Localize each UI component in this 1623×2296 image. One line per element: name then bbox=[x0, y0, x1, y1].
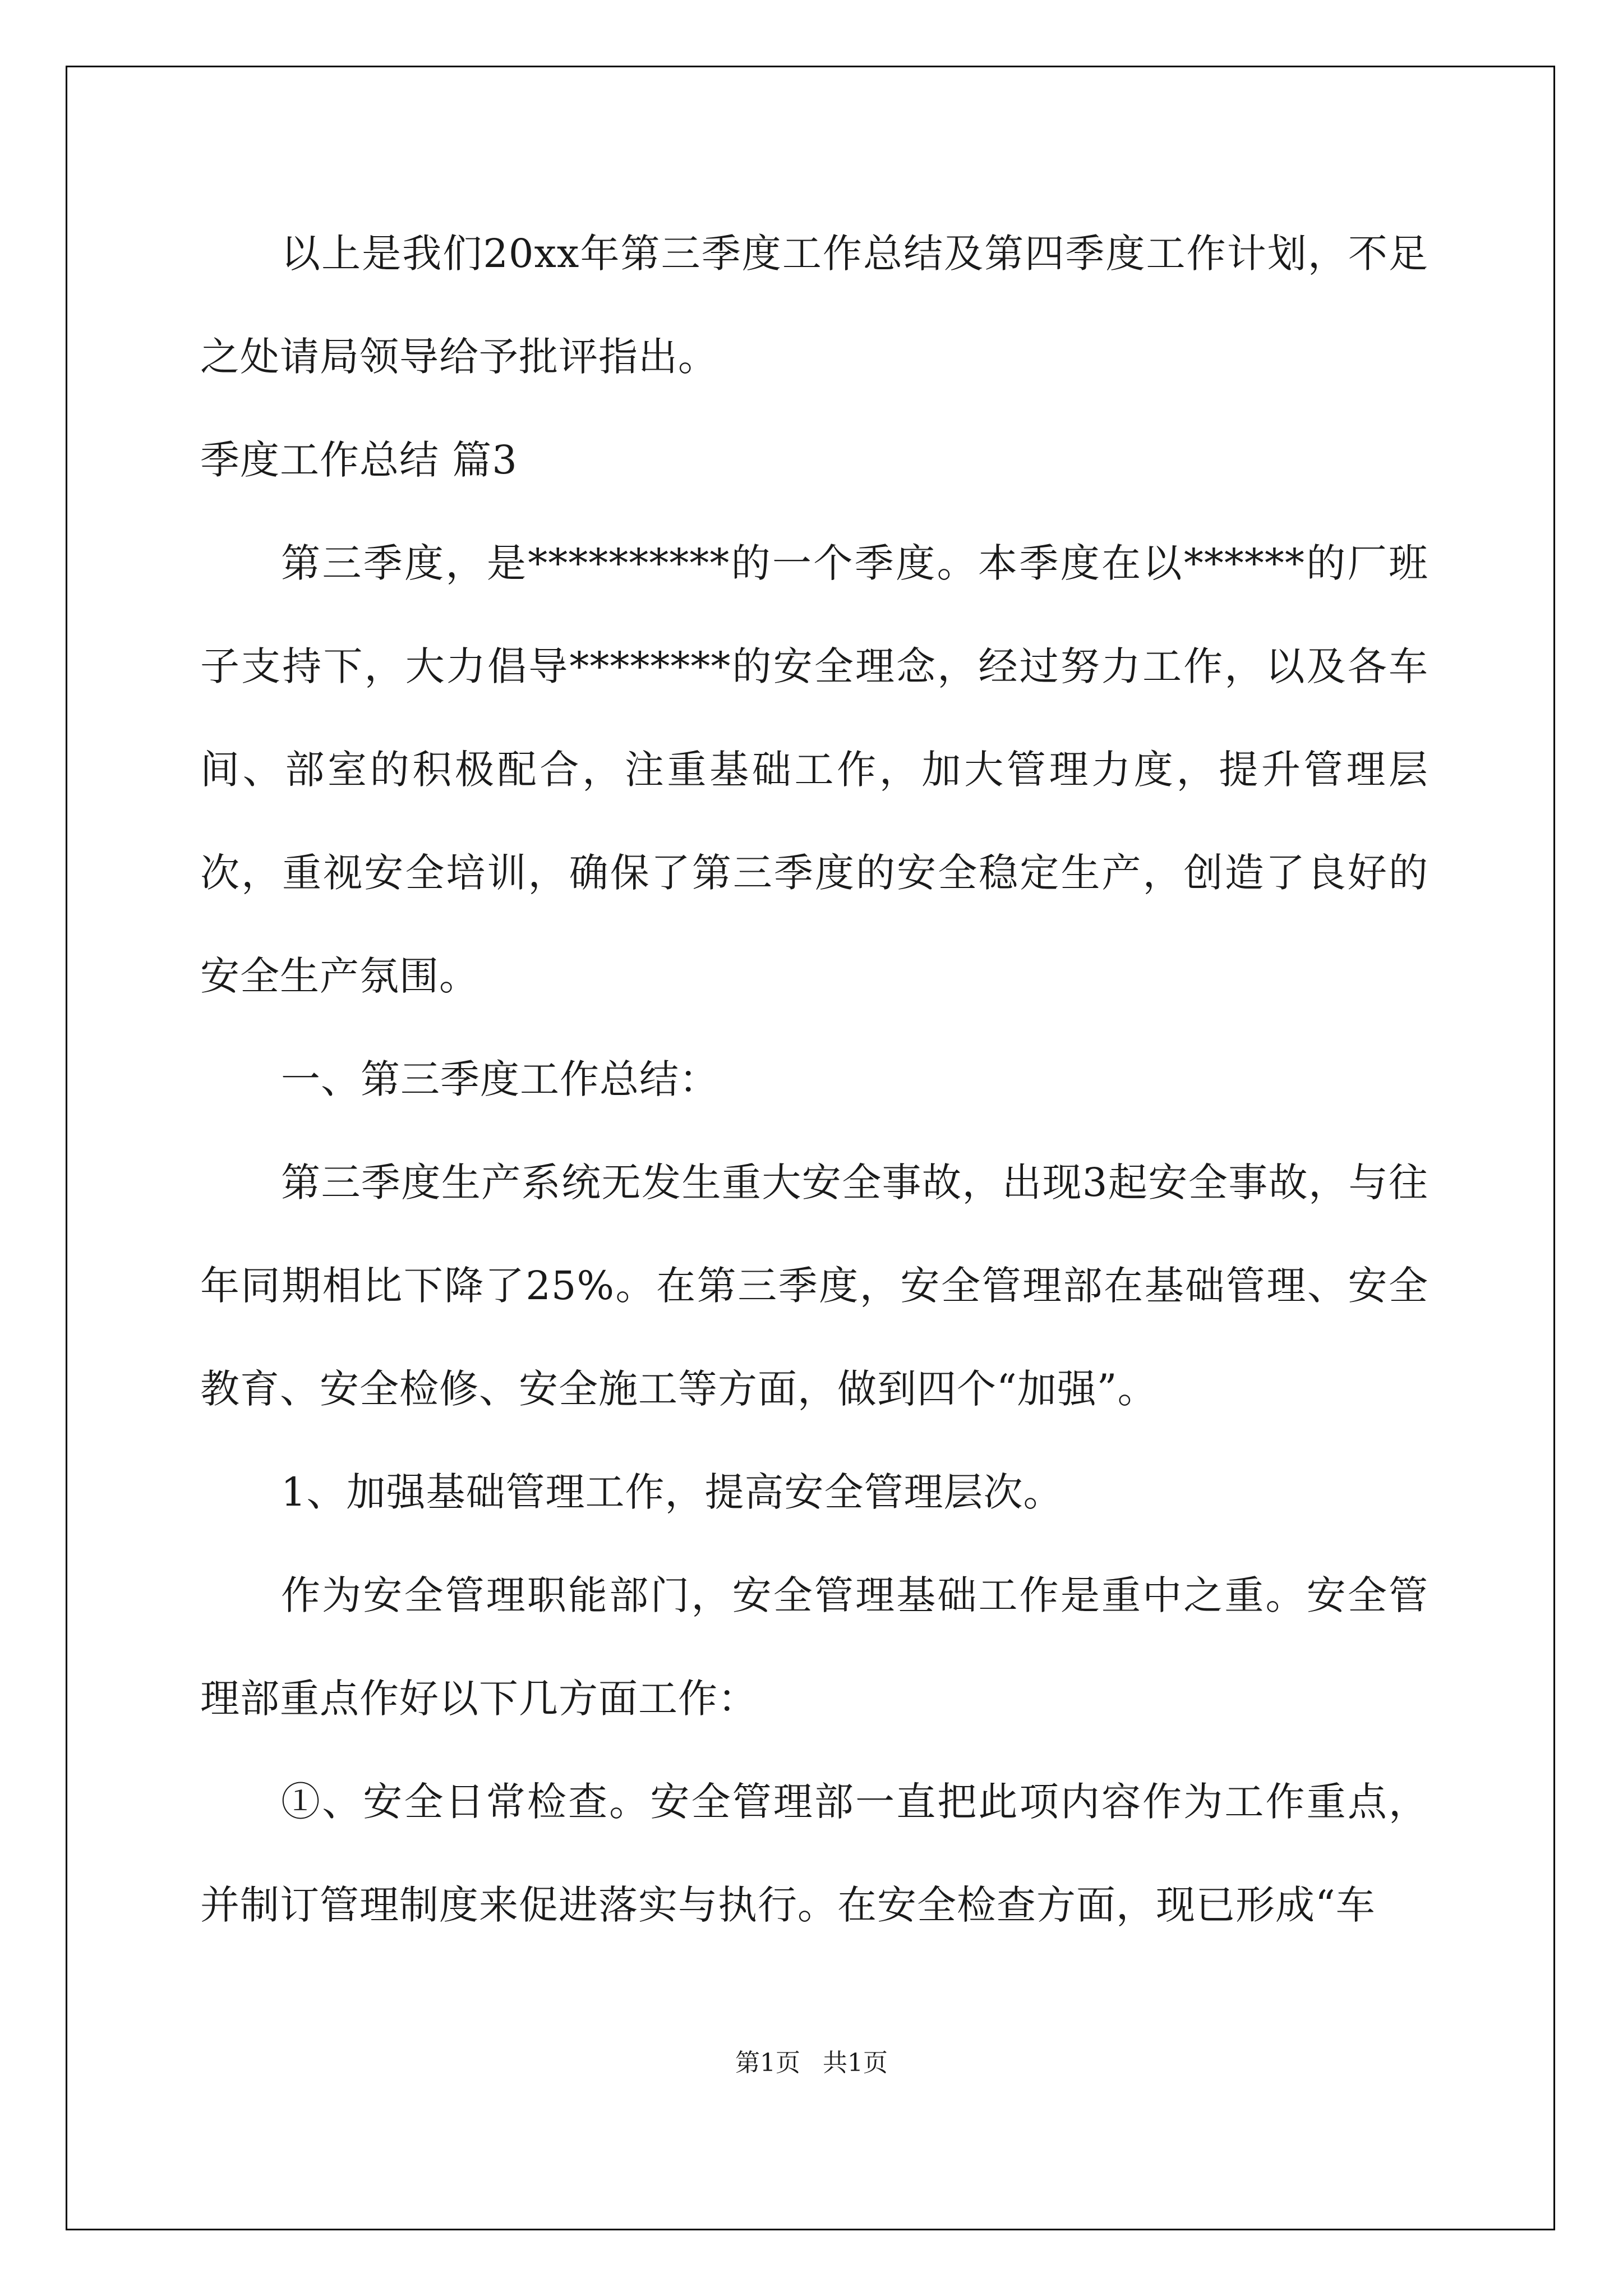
page-footer bbox=[0, 2046, 1623, 2080]
section-title: 季度工作总结 篇3 bbox=[200, 437, 518, 483]
heading-one: 一、第三季度工作总结： bbox=[281, 1056, 719, 1102]
paragraph: ①、安全日常检查。安全管理部一直把此项内容作为工作重点，并制订管理制度来促进落实与执行。在安全检查方面，现已形成“车 bbox=[200, 1779, 1428, 1928]
page-count: 共1页 bbox=[823, 2049, 888, 2077]
paragraph: 第三季度，是**********的一个季度。本季度在以******的厂班子支持下，大力倡导********的安全理念，经过努力工作，以及各车间、部室的积极配合，注重基础工作，加大管理力度，提升管理层次，重视安全培训，确保了第三季度的安全稳定生产，创造了良好的安全生产氛围。 bbox=[200, 540, 1428, 999]
paragraph: 以上是我们20xx年第三季度工作总结及第四季度工作计划，不足之处请局领导给予批评指出。 bbox=[200, 231, 1428, 380]
subheading: 1、加强基础管理工作，提高安全管理层次。 bbox=[281, 1469, 1063, 1515]
paragraph: 第三季度生产系统无发生重大安全事故，出现3起安全事故，与往年同期相比下降了25%。在第三季度，安全管理部在基础管理、安全教育、安全检修、安全施工等方面，做到四个“加强”。 bbox=[200, 1159, 1428, 1412]
document-body bbox=[200, 202, 1428, 1957]
page-number: 第1页 bbox=[735, 2049, 800, 2077]
paragraph: 作为安全管理职能部门，安全管理基础工作是重中之重。安全管理部重点作好以下几方面工作： bbox=[200, 1572, 1428, 1722]
